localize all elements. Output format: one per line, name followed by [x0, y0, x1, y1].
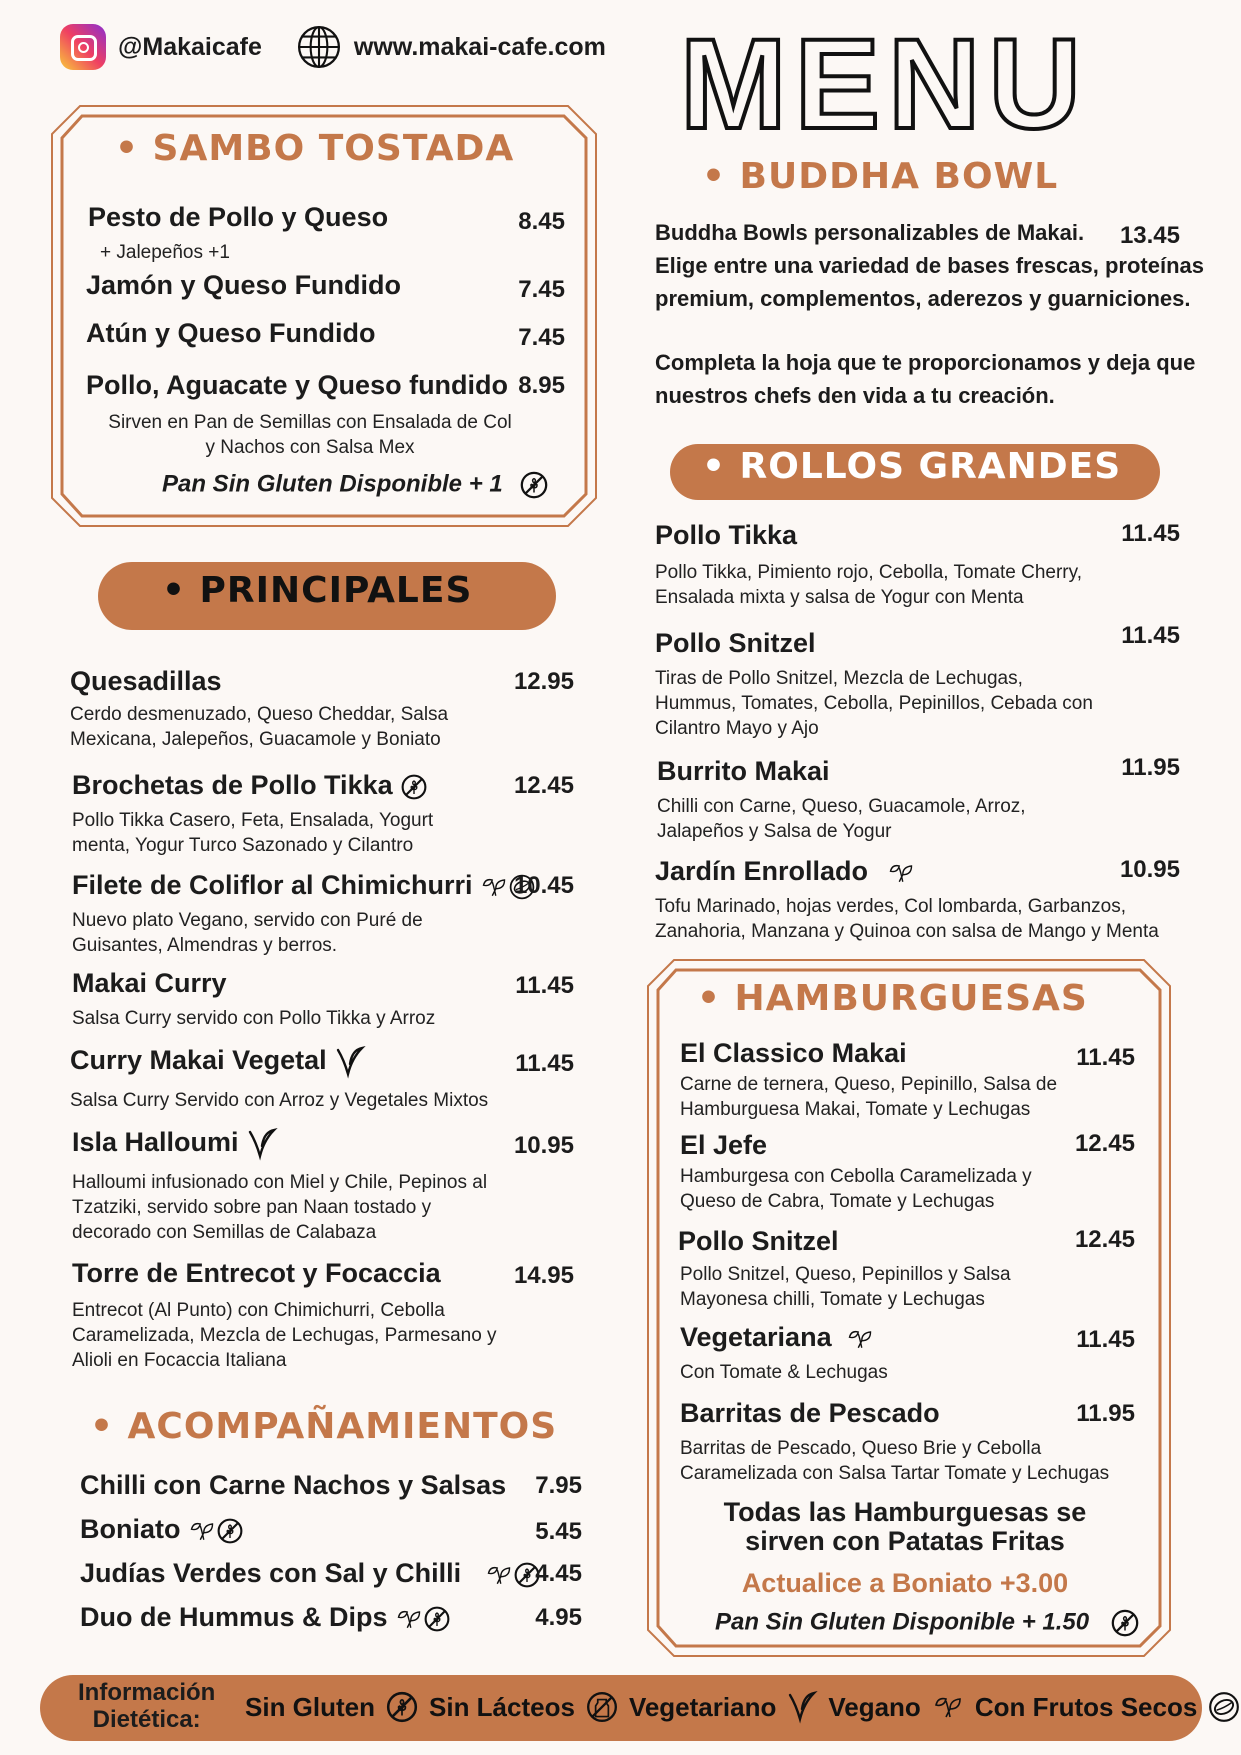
hamb-item-desc: Hamburgesa con Cebolla Caramelizada y Queso de Cabra, Tomate y Lechugas: [680, 1166, 1032, 1212]
instagram-handle[interactable]: @Makaicafe: [118, 32, 262, 61]
vegetarian-icon: [845, 1325, 875, 1353]
hamb-item-desc: Carne de ternera, Queso, Pepinillo, Salsa de Hamburguesa Makai, Tomate y Lechugas: [680, 1074, 1058, 1120]
principales-item-price: 14.95: [513, 1262, 574, 1289]
rollos-title: • ROLLOS GRANDES: [702, 446, 1122, 487]
legend-gluten-free: Sin Gluten: [245, 1691, 375, 1722]
legend-vegan: Vegano: [828, 1691, 921, 1722]
hamb-item-name: Vegetariana: [680, 1322, 875, 1353]
sambo-item-name: Pollo, Aguacate y Queso fundido: [86, 370, 509, 400]
principales-item-name: Makai Curry: [72, 968, 227, 998]
rollos-item-name: Pollo Tikka: [655, 520, 798, 550]
acomp-item-name: Duo de Hummus & Dips: [80, 1602, 451, 1633]
dietary-legend: [245, 1689, 1241, 1725]
dietary-info-bar: [40, 1675, 1202, 1741]
acomp-item-price: 4.95: [535, 1604, 582, 1631]
sambo-item-price: 8.95: [518, 372, 565, 399]
sambo-item-name: Jamón y Queso Fundido: [86, 270, 402, 300]
rollos-item-desc: Tiras de Pollo Snitzel, Mezcla de Lechugas, Hummus, Tomates, Cebolla, Pepinillos, Cebada con Cilantro Mayo y Ajo: [655, 668, 1093, 739]
vegetarian-icon: [931, 1691, 965, 1723]
acomp-item-name: Boniato: [80, 1514, 244, 1545]
rollos-item-name: Pollo Snitzel: [655, 628, 816, 658]
gluten-free-icon: [400, 773, 428, 801]
hamb-item-name: Barritas de Pescado: [680, 1398, 940, 1428]
principales-item-price: 12.45: [513, 772, 574, 799]
hamb-item-price: 12.45: [1074, 1226, 1135, 1253]
buddha-price: 13.45: [1119, 222, 1180, 249]
sambo-item-name: Pesto de Pollo y Queso: [88, 202, 389, 232]
acomp-title: • ACOMPAÑAMIENTOS: [90, 1406, 558, 1447]
principales-item-desc: Nuevo plato Vegano, servido con Puré de Guisantes, Almendras y berros.: [72, 910, 423, 956]
principales-item-price: 10.45: [513, 872, 574, 899]
hamb-item-desc: Barritas de Pescado, Queso Brie y Cebolla Caramelizada con Salsa Tartar Tomate y Lechugas: [680, 1438, 1110, 1484]
principales-item-price: 12.95: [513, 668, 574, 695]
rollos-item-desc: Pollo Tikka, Pimiento rojo, Cebolla, Tomate Cherry, Ensalada mixta y salsa de Yogur con Menta: [655, 562, 1082, 608]
principales-item-price: 10.95: [513, 1132, 574, 1159]
principales-item-desc: Salsa Curry servido con Pollo Tikka y Arroz: [72, 1008, 436, 1029]
vegan-icon: [246, 1126, 278, 1162]
hamb-item-name: Pollo Snitzel: [678, 1226, 839, 1256]
rollos-item-name: Burrito Makai: [657, 756, 830, 786]
vegetarian-icon: [485, 1561, 513, 1589]
sambo-title: • SAMBO TOSTADA: [115, 128, 515, 169]
legend-vegetarian: Vegetariano: [628, 1691, 777, 1722]
sambo-item-price: 7.45: [518, 276, 565, 303]
rollos-item-desc: Tofu Marinado, hojas verdes, Col lombarda, Garbanzos, Zanahoria, Manzana y Quinoa con salsa de Mango y Menta: [655, 896, 1159, 942]
hamb-item-desc: Con Tomate & Lechugas: [680, 1362, 888, 1383]
principales-item-desc: Salsa Curry Servido con Arroz y Vegetales Mixtos: [70, 1090, 489, 1111]
acomp-item-price: 4.45: [535, 1560, 582, 1587]
acomp-item-price: 5.45: [535, 1518, 582, 1545]
rollos-item-price: 11.45: [1121, 622, 1180, 649]
legend-dairy-free: Sin Lácteos: [429, 1691, 575, 1722]
nuts-icon: [1207, 1690, 1241, 1724]
hamb-item-name: El Jefe: [680, 1130, 768, 1160]
principales-item-name: Curry Makai Vegetal: [70, 1044, 366, 1080]
sambo-item-name: Atún y Queso Fundido: [86, 318, 376, 348]
rollos-item-price: 11.45: [1121, 520, 1180, 547]
buddha-desc: Buddha Bowls personalizables de Makai. Elige entre una variedad de bases frescas, proteínas premium, complementos, aderezos y guarniciones.: [655, 220, 1205, 311]
principales-item-price: 11.45: [515, 972, 574, 999]
rollos-item-price: 11.95: [1121, 754, 1180, 781]
sambo-item-price: 8.45: [518, 208, 565, 235]
sambo-footer: Sirven en Pan de Semillas con Ensalada de Col y Nachos con Salsa Mex: [108, 412, 512, 458]
hamb-item-price: 11.45: [1076, 1044, 1135, 1071]
hamb-item-desc: Pollo Snitzel, Queso, Pepinillos y Salsa Mayonesa chilli, Tomate y Lechugas: [680, 1264, 1011, 1310]
acomp-item-name: Chilli con Carne Nachos y Salsas: [80, 1470, 507, 1500]
hamb-item-price: 11.95: [1076, 1400, 1135, 1427]
acomp-item-price: 7.95: [535, 1472, 582, 1499]
menu-title: MENU: [680, 13, 1089, 156]
gluten-free-icon: [519, 470, 549, 500]
gluten-free-icon: [385, 1690, 419, 1724]
vegetarian-icon: [395, 1605, 423, 1633]
hamb-item-price: 12.45: [1074, 1130, 1135, 1157]
principales-item-name: Filete de Coliflor al Chimichurri: [72, 870, 536, 901]
sambo-item-note: + Jalepeños +1: [100, 242, 230, 263]
dietary-label: Información Dietética:: [78, 1679, 216, 1733]
dairy-free-icon: [585, 1690, 619, 1724]
sambo-item-price: 7.45: [518, 324, 565, 351]
principales-item-name: Quesadillas: [70, 666, 222, 696]
gluten-free-icon: [1110, 1608, 1140, 1638]
hamb-item-price: 11.45: [1076, 1326, 1135, 1353]
sambo-gluten-note: Pan Sin Gluten Disponible + 1: [162, 470, 549, 500]
hamb-title: • HAMBURGUESAS: [697, 978, 1088, 1019]
rollos-item-price: 10.95: [1119, 856, 1180, 883]
hamb-fries-note: Todas las Hamburguesas se sirven con Patatas Fritas: [723, 1497, 1087, 1556]
hamb-upgrade: Actualice a Boniato +3.00: [741, 1568, 1069, 1598]
rollos-item-name: Jardín Enrollado: [655, 856, 916, 887]
vegetarian-icon: [886, 859, 916, 887]
rollos-item-desc: Chilli con Carne, Queso, Guacamole, Arroz, Jalapeños y Salsa de Yogur: [657, 796, 1026, 842]
principales-item-name: Brochetas de Pollo Tikka: [72, 770, 428, 801]
vegetarian-icon: [188, 1517, 216, 1545]
hamb-item-name: El Classico Makai: [680, 1038, 907, 1068]
principales-item-desc: Pollo Tikka Casero, Feta, Ensalada, Yogurt menta, Yogur Turco Sazonado y Cilantro: [72, 810, 434, 856]
buddha-title: • BUDDHA BOWL: [702, 156, 1059, 197]
globe-icon: [296, 24, 342, 70]
acomp-item-name: Judías Verdes con Sal y Chilli: [80, 1558, 541, 1589]
gluten-free-icon: [423, 1605, 451, 1633]
hamb-gluten-note: Pan Sin Gluten Disponible + 1.50: [715, 1608, 1140, 1638]
social-header: [60, 22, 606, 72]
website-link[interactable]: www.makai-cafe.com: [353, 32, 606, 61]
principales-item-name: Isla Halloumi: [72, 1126, 278, 1162]
gluten-free-icon: [216, 1517, 244, 1545]
principales-item-desc: Halloumi infusionado con Miel y Chile, Pepinos al Tzatziki, servido sobre pan Naan tostado y decorado con Semillas de Calabaza: [72, 1172, 488, 1243]
principales-item-name: Torre de Entrecot y Focaccia: [72, 1258, 441, 1288]
instagram-icon[interactable]: [60, 24, 106, 70]
principales-item-desc: Cerdo desmenuzado, Queso Cheddar, Salsa Mexicana, Jalepeños, Guacamole y Boniato: [70, 704, 449, 750]
vegan-icon: [334, 1044, 366, 1080]
vegan-icon: [786, 1689, 818, 1725]
principales-item-desc: Entrecot (Al Punto) con Chimichurri, Cebolla Caramelizada, Mezcla de Lechugas, Parmesano y Alioli en Focaccia Italiana: [72, 1300, 497, 1371]
legend-nuts: Con Frutos Secos: [974, 1691, 1198, 1722]
principales-title: • PRINCIPALES: [162, 570, 473, 611]
buddha-desc-2: Completa la hoja que te proporcionamos y deja que nuestros chefs den vida a tu creación.: [655, 350, 1196, 408]
principales-item-price: 11.45: [515, 1050, 574, 1077]
